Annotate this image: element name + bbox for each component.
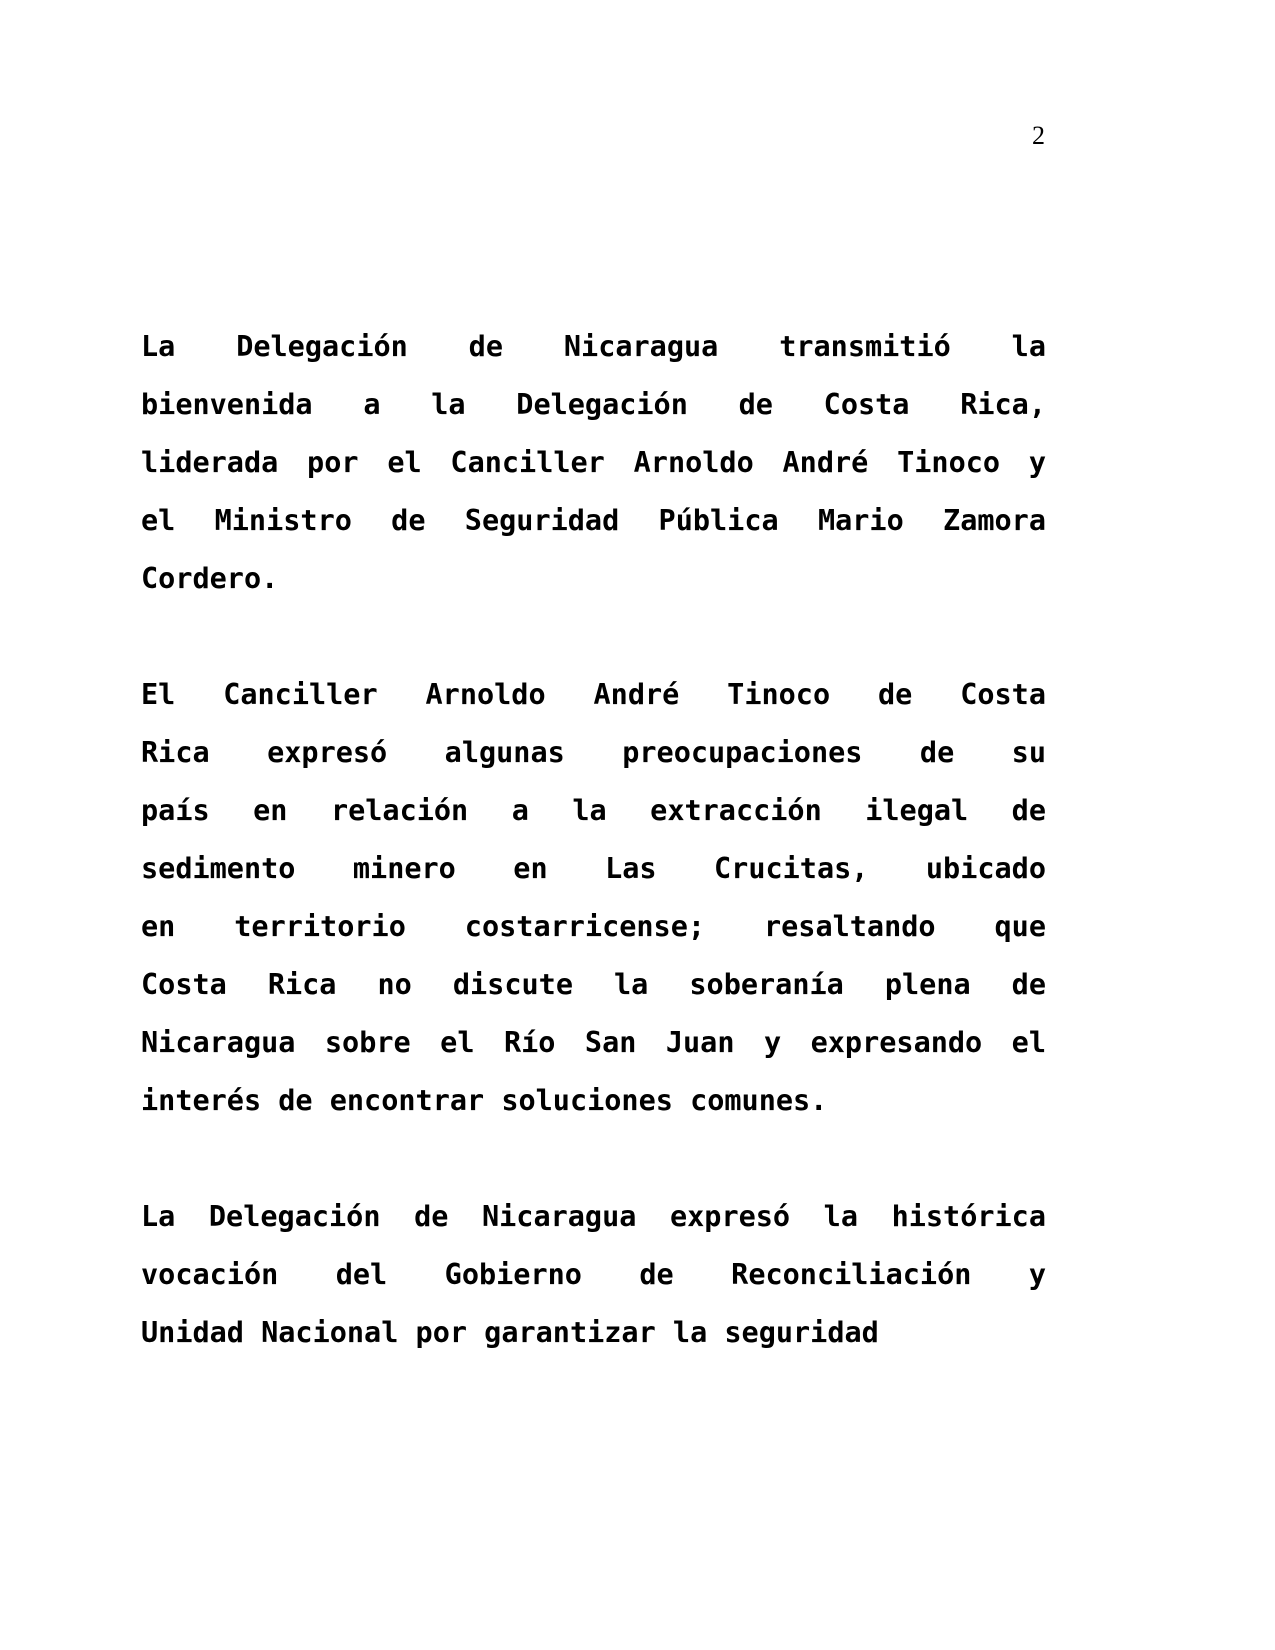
- text-line: Rica expresó algunas preocupaciones de su: [141, 736, 1046, 769]
- text-line: en territorio costarricense; resaltando que: [141, 910, 1046, 943]
- text-line: El Canciller Arnoldo André Tinoco de Costa: [141, 678, 1046, 711]
- text-line: sedimento minero en Las Crucitas, ubicado: [141, 852, 1046, 885]
- document-body: [141, 318, 1046, 1362]
- text-line: interés de encontrar soluciones comunes.: [141, 1084, 828, 1117]
- paragraph-3: [141, 1188, 1046, 1362]
- text-line: Nicaragua sobre el Río San Juan y expresando el: [141, 1026, 1046, 1059]
- text-line: bienvenida a la Delegación de Costa Rica,: [141, 388, 1046, 421]
- page-number: 2: [1032, 121, 1045, 150]
- text-line: La Delegación de Nicaragua transmitió la: [141, 330, 1046, 363]
- paragraph-1: [141, 318, 1046, 608]
- text-line: Cordero.: [141, 562, 279, 595]
- text-line: La Delegación de Nicaragua expresó la histórica: [141, 1200, 1046, 1233]
- text-line: Unidad Nacional por garantizar la seguridad: [141, 1316, 879, 1349]
- paragraph-2: [141, 666, 1046, 1130]
- text-line: liderada por el Canciller Arnoldo André Tinoco y: [141, 446, 1046, 479]
- text-line: país en relación a la extracción ilegal de: [141, 794, 1046, 827]
- text-line: el Ministro de Seguridad Pública Mario Zamora: [141, 504, 1046, 537]
- text-line: Costa Rica no discute la soberanía plena de: [141, 968, 1046, 1001]
- text-line: vocación del Gobierno de Reconciliación y: [141, 1258, 1046, 1291]
